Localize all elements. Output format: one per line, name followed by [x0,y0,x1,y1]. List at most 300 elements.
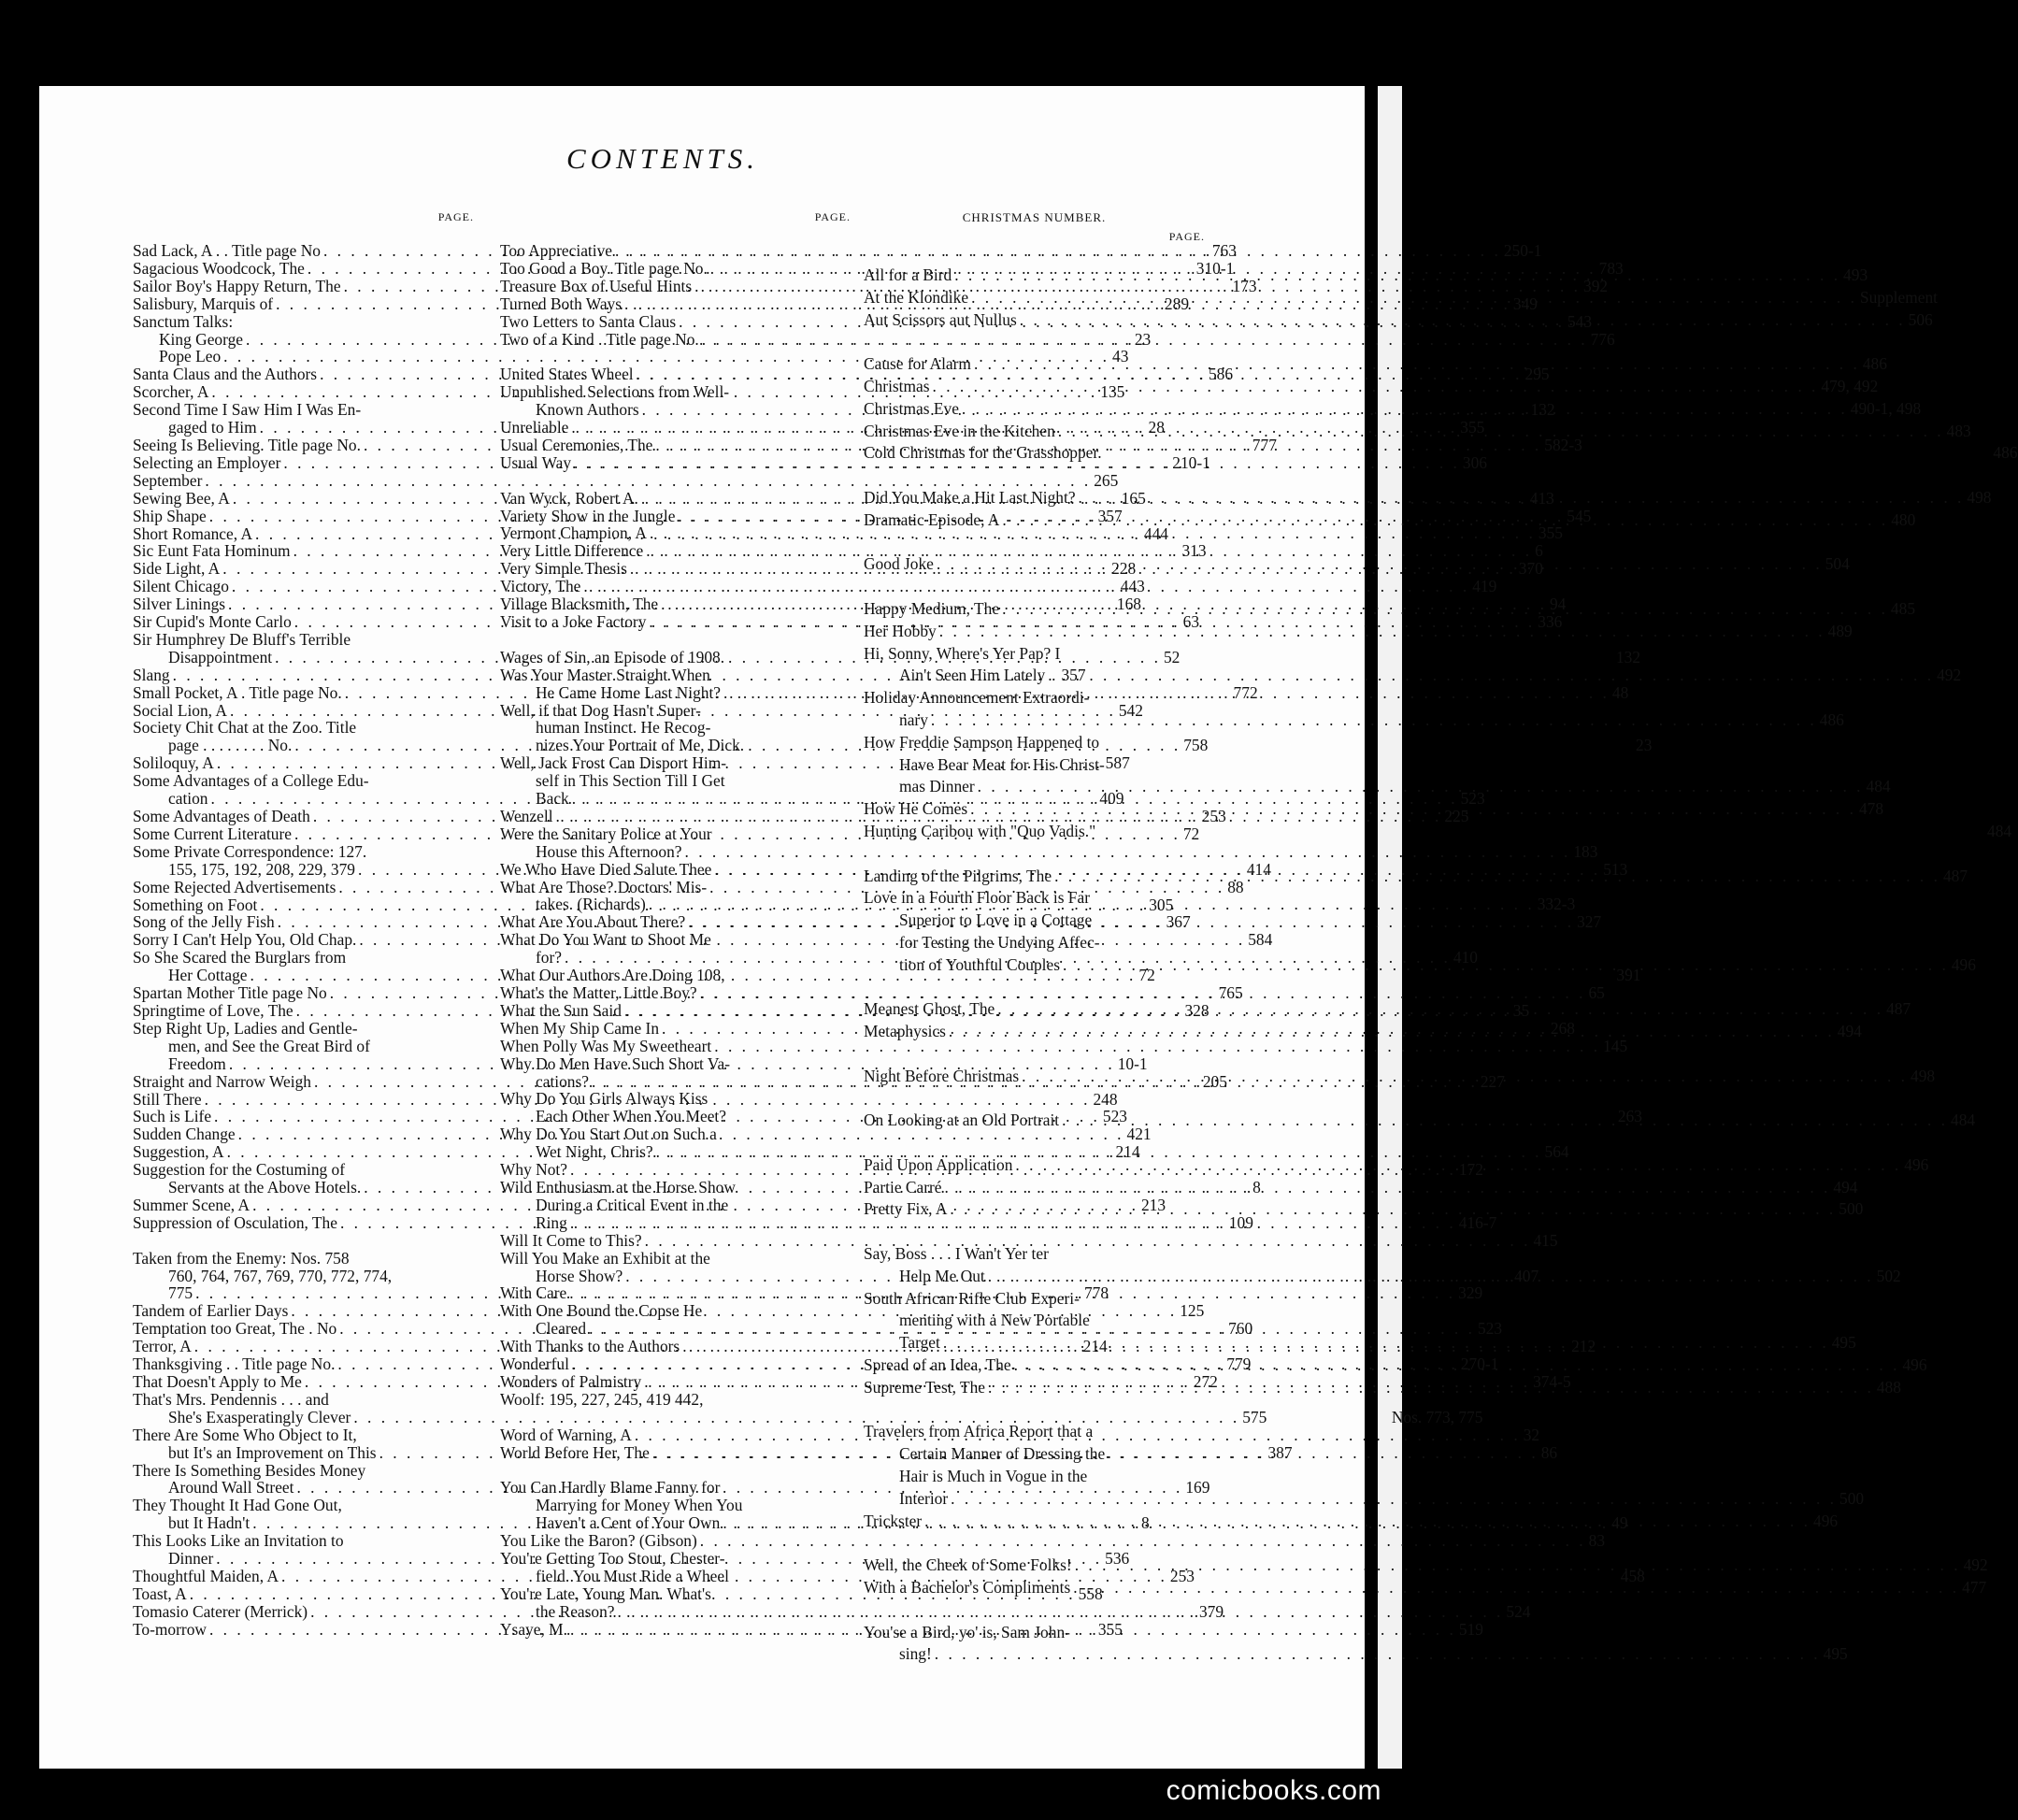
entry-page-number: 763 [1211,241,1237,260]
entry-page-number: 558 [1078,1584,1103,1603]
watermark: comicbooks.com [1166,1775,1381,1806]
leader-dots [1070,1577,1962,1599]
contents-entry-line: What Do You Want to Shoot Me [500,930,711,950]
entry-page-number: 336 [1538,612,1563,631]
entry-page-number: 72 [1182,824,1200,843]
contents-entry-line: You're Late, Young Man. What's [500,1584,711,1603]
page-title: CONTENTS. [565,142,760,175]
entry-title: Tomasio Caterer (Merrick) [133,1601,308,1621]
entry-title: Some Rejected Advertisements [133,877,336,896]
entry-title: Sic Eunt Fata Hominum [133,541,291,561]
entry-title: When Polly Was My Sweetheart [500,1036,712,1055]
entry-title: Sailor Boy's Happy Return, The [133,276,341,295]
entry-page-number: 500 [1839,1488,1865,1508]
entry-title: Suggestion, A [133,1142,224,1162]
contents-entry-line: Marrying for Money When You [536,1496,743,1515]
entry-page-number: 135 [1100,382,1125,402]
entry-title: Christmas [864,376,930,395]
leader-dots [1072,1555,1964,1577]
entry-gap [864,1087,1205,1110]
entry-page-number: 490-1, 498 [1850,398,1922,418]
entry-page-number: Supplement [1859,287,1939,307]
contents-entry [864,376,1879,398]
contents-entry-line: Holiday Announcement Extraordi- [864,688,1090,708]
contents-entry-line: How Freddie Sampson Happened to [864,732,1100,752]
entry-page-number: 387 [1267,1442,1293,1462]
entry-title: Vermont Champion, A [500,523,647,543]
entry-page-number: 776 [1590,329,1615,349]
contents-entry-line: That's Mrs. Pendennis . . . and [133,1389,329,1409]
leader-dots [1012,1154,1904,1180]
entry-page-number: 374-5 [1533,1371,1571,1391]
entry-page-number: 32 [1523,1425,1540,1444]
entry-page-number: 492 [1963,1555,1988,1575]
leader-dots [1045,665,1937,687]
contents-entry-line: There Is Something Besides Money [133,1460,366,1480]
entry-page-number: 496 [1813,1511,1839,1530]
entry-title: Wenzell [500,806,553,825]
entry-gap [864,1132,1205,1154]
entry-title: Treasure Box of Useful Hints [500,276,693,295]
entry-title: Tandem of Earlier Days [133,1301,289,1321]
entry-title: He Came Home Last Night? [536,682,722,702]
entry-title: Each Other When You Meet? [536,1107,726,1126]
entry-title: Salisbury, Marquis of [133,294,274,313]
entry-page-number: 778 [1083,1283,1109,1303]
leader-dots [1052,866,1943,888]
contents-entry-line: During a Critical Event in the [536,1195,729,1214]
entry-title: Two of a Kind . Title page No. [500,329,699,349]
entry-page-number: 28 [1148,418,1165,437]
entry-page-number: 313 [1181,541,1207,561]
entry-title: Silent Chicago [133,577,229,596]
contents-entry-line: Love in a Fourth Floor Back is Far [864,888,1090,908]
entry-page-number: 132 [1530,400,1555,420]
christmas-number-heading: CHRISTMAS NUMBER. [962,210,1107,224]
entry-title: Night Before Christmas [864,1066,1020,1085]
entry-title: Turned Both Ways [500,294,623,313]
entry-title: 155, 175, 192, 208, 229, 379 [168,859,355,879]
entry-title: Christmas Eve [864,398,959,418]
entry-page-number: 183 [1573,841,1598,861]
entry-title: You Like the Baron? (Gibson) [500,1531,697,1551]
entry-title: With a Bachelor's Compliments [864,1578,1071,1598]
entry-title: but It's an Improvement on This [168,1442,377,1462]
entry-title: Aut Scissors aut Nullus [864,309,1017,329]
entry-page-number: 263 [1617,1107,1642,1126]
entry-page-number: 564 [1544,1142,1569,1162]
entry-title: sing! [899,1644,932,1664]
leader-dots [1017,309,1909,332]
entry-title: Too Good a Boy. Title page No. [500,258,708,278]
entry-title: September [133,470,203,490]
entry-title: the Reason? [536,1601,615,1621]
entry-page-number: 349 [1512,294,1538,313]
entry-title: Silver Linings [133,595,226,614]
contents-entry [864,1177,1858,1199]
leader-dots [975,776,1867,798]
entry-page-number: 72 [1138,966,1155,985]
entry-page-number: 305 [1149,895,1174,914]
entry-title: Dinner [168,1549,214,1569]
entry-page-number: 519 [1458,1619,1483,1639]
contents-entry-line: Suggestion for the Costuming of [133,1160,346,1180]
contents-entry [133,1407,1267,1426]
entry-title: Toast, A [133,1584,187,1603]
entry-page-number: 495 [1823,1644,1848,1664]
entry-title: Disappointment [168,647,273,666]
leader-dots [940,1332,1832,1354]
entry-page-number: 8 [1141,1513,1150,1533]
entry-title: Thanksgiving . . Title page No. [133,1354,336,1374]
entry-title: Some Advantages of Death [133,807,310,825]
entry-title: Summer Scene, A [133,1195,250,1214]
entry-title: She's Exasperatingly Clever [168,1407,351,1426]
entry-title: Small Pocket, A . Title page No. [133,682,342,702]
contents-entry [500,1036,1628,1055]
entry-title: Unreliable [500,418,569,437]
entry-title: Ain't Seen Him Lately [899,666,1046,685]
leader-dots [1076,487,1968,509]
contents-entry-line: With One Bound the Copse He [500,1301,703,1321]
leader-dots [942,1177,1834,1199]
contents-entry-line: Well, if that Dog Hasn't Super- [500,700,701,720]
entry-title: Landing of the Pilgrims, The [864,866,1052,885]
entry-title: Dramatic Episode, A [864,509,1000,529]
entry-title: When My Ship Came In [500,1018,660,1038]
contents-entry [500,841,1598,861]
leader-dots [1011,1354,1903,1377]
entry-title: Why Not? [500,1160,567,1180]
entry-title: gaged to Him [168,418,257,437]
contents-entry-line: Certain Manner of Dressing the [899,1444,1106,1464]
entry-page-number: 227 [1480,1071,1505,1091]
entry-title: Pretty Fix, A [864,1199,948,1219]
entry-title: Something on Foot [133,895,258,914]
entry-page-number: 357 [1097,506,1123,525]
entry-page-number: 88 [1227,877,1244,896]
entry-title: Social Lion, A [133,700,227,720]
entry-title: Straight and Narrow Weigh [133,1071,311,1091]
entry-page-number: 125 [1180,1301,1205,1321]
entry-page-number: 477 [1962,1578,1987,1598]
entry-page-number: 545 [1567,506,1592,525]
contents-entry-line: You're Getting Too Stout, Chester- [500,1549,725,1568]
entry-page-number: 289 [1164,294,1190,313]
entry-page-number: 484 [1866,777,1891,796]
leader-dots [1055,418,1947,443]
entry-title: Suppression of Osculation, The [133,1212,337,1232]
contents-entry-line: What Are Those? Doctors' Mis- [500,877,708,896]
entry-page-number: 443 [1120,577,1145,596]
entry-page-number: 355 [1097,1619,1123,1639]
leader-dots [985,1377,1877,1399]
entry-title: Interior [899,1488,949,1508]
entry-page-number: 523 [1102,1107,1127,1126]
contents-entry-line: Hair is Much in Vogue in the [899,1467,1088,1486]
contents-entry-line: Taken from the Enemy: Nos. 758 [133,1248,350,1268]
leader-dots [967,798,1859,821]
entry-page-number: 480 [1891,509,1916,529]
contents-entry [864,1195,1864,1221]
contents-entry [864,1577,1987,1599]
entry-gap [864,1599,1205,1622]
contents-entry-line: There Are Some Who Object to It, [133,1425,357,1444]
entry-title: World Before Her, The [500,1442,650,1462]
entry-title: Hunting Caribou with "Quo Vadis." [864,821,1096,840]
entry-title: Known Authors [536,400,639,420]
entry-title: Some Current Literature [133,824,292,843]
leader-dots [932,1643,1824,1666]
entry-title: takes. (Richards) [536,895,646,914]
entry-page-number: 495 [1831,1333,1856,1353]
contents-entry-line: self in This Section Till I Get [536,771,725,791]
entry-title: Variety Show in the Jungle [500,506,676,525]
entry-title: How He Comes [864,799,968,819]
contents-entry-line: 760, 764, 767, 769, 770, 772, 774, [168,1266,393,1285]
contents-entry-line: Why Do You Girls Always Kiss [500,1089,708,1109]
entry-page-number: 210-1 [1172,452,1210,472]
entry-page-number: 265 [1094,470,1119,490]
entry-title: Temptation too Great, The . No [133,1319,337,1339]
entry-page-number: 248 [1093,1089,1118,1109]
entry-page-number: 10-1 [1117,1053,1148,1073]
leader-dots [930,376,1822,398]
entry-page-number: 487 [1886,999,1911,1019]
entry-page-number: 416-7 [1458,1212,1497,1232]
leader-dots [948,1488,1839,1511]
entry-page-number: 523 [1460,789,1485,809]
entry-page-number: 419 [1472,577,1497,596]
entry-page-number: 772 [1233,682,1258,702]
entry-title: for? [536,948,562,967]
contents-entry-line: human Instinct. He Recog- [536,718,711,738]
entry-title: Cause for Alarm [864,354,971,374]
entry-page-number: 582-3 [1544,435,1582,454]
entry-page-number: 524 [1506,1601,1531,1621]
entry-title: Cleared [536,1319,587,1339]
entry-page-number: 94 [1549,595,1567,614]
leader-dots [1060,954,1952,977]
entry-page-number: 145 [1603,1036,1628,1055]
contents-entry [864,821,2012,843]
contents-entry-line: Why Do Men Have Such Short Va- [500,1053,731,1073]
entry-gap [500,348,851,365]
entry-page-number: 493 [1843,265,1868,284]
entry-page-number: 357 [1061,665,1086,684]
entry-page-number: Nos. 773, 775 [1391,1407,1483,1426]
contents-entry-line: You'se a Bird, yo' is, Sam John- [864,1622,1070,1641]
entry-title: 775 [168,1283,193,1303]
contents-entry-line: for Testing the Undying Affec- [899,932,1100,952]
contents-entry-line: Was Your Master Straight When [500,665,710,684]
entry-page-number: 421 [1126,1125,1152,1144]
entry-title: Partie Carré [864,1177,942,1197]
entry-page-number: 458 [1620,1566,1645,1585]
entry-title: Help Me Out [899,1266,985,1285]
entry-title: Servants at the Above Hotels. [168,1178,362,1197]
entry-page-number: 49 [1611,1513,1628,1533]
entry-title: Soliloquy, A [133,753,214,773]
leader-dots [995,998,1886,1021]
entry-title: cation [168,789,208,809]
entry-title: Supreme Test, The [864,1377,985,1397]
entry-page-number: 584 [1248,930,1273,950]
entry-title: Did You Make a Hit Last Night? [864,487,1076,507]
entry-title: Very Simple Thesis [500,559,627,579]
entry-page-number: 487 [1942,866,1968,885]
leader-dots [985,1266,1877,1288]
entry-page-number: 6 [1535,541,1543,561]
entry-title: Sorry I Can't Help You, Old Chap. [133,930,357,950]
entry-title: Visit to a Joke Factory [500,612,647,631]
entry-title: Her Hobby [864,621,937,640]
entry-page-number: 415 [1533,1230,1558,1250]
entry-page-number: 109 [1228,1212,1253,1232]
entry-title: Cold Christmas for the Grasshopper. [864,443,1102,463]
contents-entry [864,1643,1848,1666]
entry-title: Such is Life [133,1107,212,1126]
entry-title: King George [159,329,243,349]
entry-page-number: 306 [1462,452,1487,472]
entry-page-number: 496 [1904,1154,1929,1174]
entry-page-number: 86 [1540,1442,1558,1462]
contents-entry [500,1230,1558,1250]
entry-title: Short Romance, A [133,523,253,543]
entry-page-number: 486 [1862,354,1887,374]
entry-page-number: 83 [1588,1531,1606,1551]
entry-page-number: 506 [1908,309,1933,329]
entry-page-number: 414 [1246,859,1271,879]
leader-dots [999,598,1891,621]
entry-title: At the Klondike [864,287,969,307]
entry-gap [864,1532,1205,1555]
entry-page-number: 367 [1166,912,1191,932]
entry-page-number: 213 [1140,1195,1166,1214]
contents-entry-line: So She Scared the Burglars from [133,948,347,967]
contents-entry-line: Were the Sanitary Police at Your [500,824,712,843]
entry-title: Usual Ceremonies, The [500,435,653,454]
entry-gap [864,1399,1205,1422]
entry-title: House this Afternoon? [536,841,682,861]
entry-title: To-morrow [133,1619,207,1639]
entry-page-number: 214 [1115,1142,1140,1162]
contents-entry-line: Society Chit Chat at the Zoo. Title [133,718,357,738]
entry-page-number: 575 [1242,1407,1267,1426]
leader-dots [922,1511,1813,1533]
entry-page-number: 253 [1201,807,1226,825]
entry-title: Song of the Jelly Fish [133,912,275,932]
entry-page-number: 536 [1105,1549,1130,1569]
entry-page-number: 410 [1453,948,1478,967]
contents-entry [864,709,1844,732]
entry-page-number: 392 [1583,276,1609,295]
entry-page-number: 295 [1524,365,1550,384]
entry-page-number: 214 [1082,1337,1108,1356]
entry-page-number: 489 [1827,621,1853,640]
entry-title: nizes Your Portrait of Me, Dick. [536,736,745,755]
entry-page-number: 478 [1858,799,1884,819]
entry-page-number: 494 [1837,1022,1862,1041]
entry-page-number: 498 [1911,1066,1936,1085]
entry-gap [500,472,851,490]
contents-entry-line: South African Rifle Club Experi- [864,1288,1080,1308]
entry-title: Sir Cupid's Monte Carlo [133,612,292,632]
entry-title: nary [899,709,928,729]
contents-entry-line: Hi, Sonny, Where's Yer Pap? I [864,643,1061,663]
entry-page-number: 35 [1512,1000,1530,1020]
contents-entry [500,1531,1606,1551]
contents-entry-line: Why Do You Start Out on Such a [500,1125,717,1144]
entry-title: Wages of Sin, an Episode of 1908. [500,647,725,666]
entry-title: Selecting an Employer [133,452,281,472]
contents-entry-line: men, and See the Great Bird of [168,1036,370,1055]
entry-title: Trickster [864,1511,923,1530]
entry-page-number: 500 [1839,1199,1864,1219]
entry-title: Ship Shape [133,506,207,525]
contents-entry-line: Superior to Love in a Cottage [899,910,1093,930]
entry-page-number: 486 [1993,443,2018,463]
entry-title: Back [536,789,569,809]
contents-entry-line: Well, Jack Frost Can Disport Him- [500,753,727,773]
contents-entry-line: Some Private Correspondence: 127. [133,841,367,861]
entry-title: On Looking at an Old Portrait [864,1111,1060,1130]
entry-title: Scorcher, A [133,382,209,402]
entry-title: Ring [536,1212,567,1232]
contents-entry-line: Travelers from Africa Report that a [864,1422,1094,1441]
entry-page-number: 409 [1099,789,1124,809]
entry-title: Van Wyck, Robert A. [500,488,638,508]
entry-page-number: 484 [1987,821,2012,840]
entry-page-number: 492 [1937,666,1962,685]
entry-page-number: 444 [1143,523,1168,543]
entry-title: mas Dinner [899,777,975,796]
entry-page-number: 542 [1118,700,1143,720]
leader-dots [946,1018,1838,1043]
entry-title: Freedom [168,1053,226,1073]
contents-entry-line: Sanctum Talks: [133,311,234,331]
contents-entry-line: Will You Make an Exhibit at the [500,1248,710,1268]
entry-title: Springtime of Love, The [133,1000,293,1020]
entry-title: Two Letters to Santa Claus [500,311,677,331]
entry-page-number: 327 [1577,912,1602,932]
column-header [864,208,1205,265]
entry-page-number: 407 [1514,1266,1539,1285]
entry-page-number: 169 [1185,1478,1210,1498]
contents-entry-line: Unpublished Selections from Well- [500,382,730,402]
entry-title: Sewing Bee, A [133,488,230,508]
entry-page-number: 250-1 [1503,241,1542,260]
entry-gap [864,331,1205,353]
contents-entry [864,776,1891,798]
entry-title: Haven't a Cent of Your Own [536,1513,721,1533]
entry-page-number: 586 [1208,365,1234,384]
entry-page-number: 43 [1112,347,1129,366]
entry-page-number: 370 [1518,559,1543,579]
entry-page-number: 760 [1228,1319,1253,1339]
entry-page-number: 379 [1198,1601,1224,1621]
entry-title: Still There [133,1089,202,1109]
leader-dots [968,287,1860,309]
entry-title: Spread of an Idea, The [864,1355,1011,1375]
entry-page-number: 173 [1232,276,1257,295]
entry-title: Horse Show? [536,1266,623,1285]
entry-page-number: 63 [1182,612,1200,632]
entry-title: Good Joke [864,554,934,574]
leader-dots [1019,1066,1911,1088]
entry-page-number: 413 [1529,488,1554,508]
entry-title: Word of Warning, A [500,1425,632,1444]
